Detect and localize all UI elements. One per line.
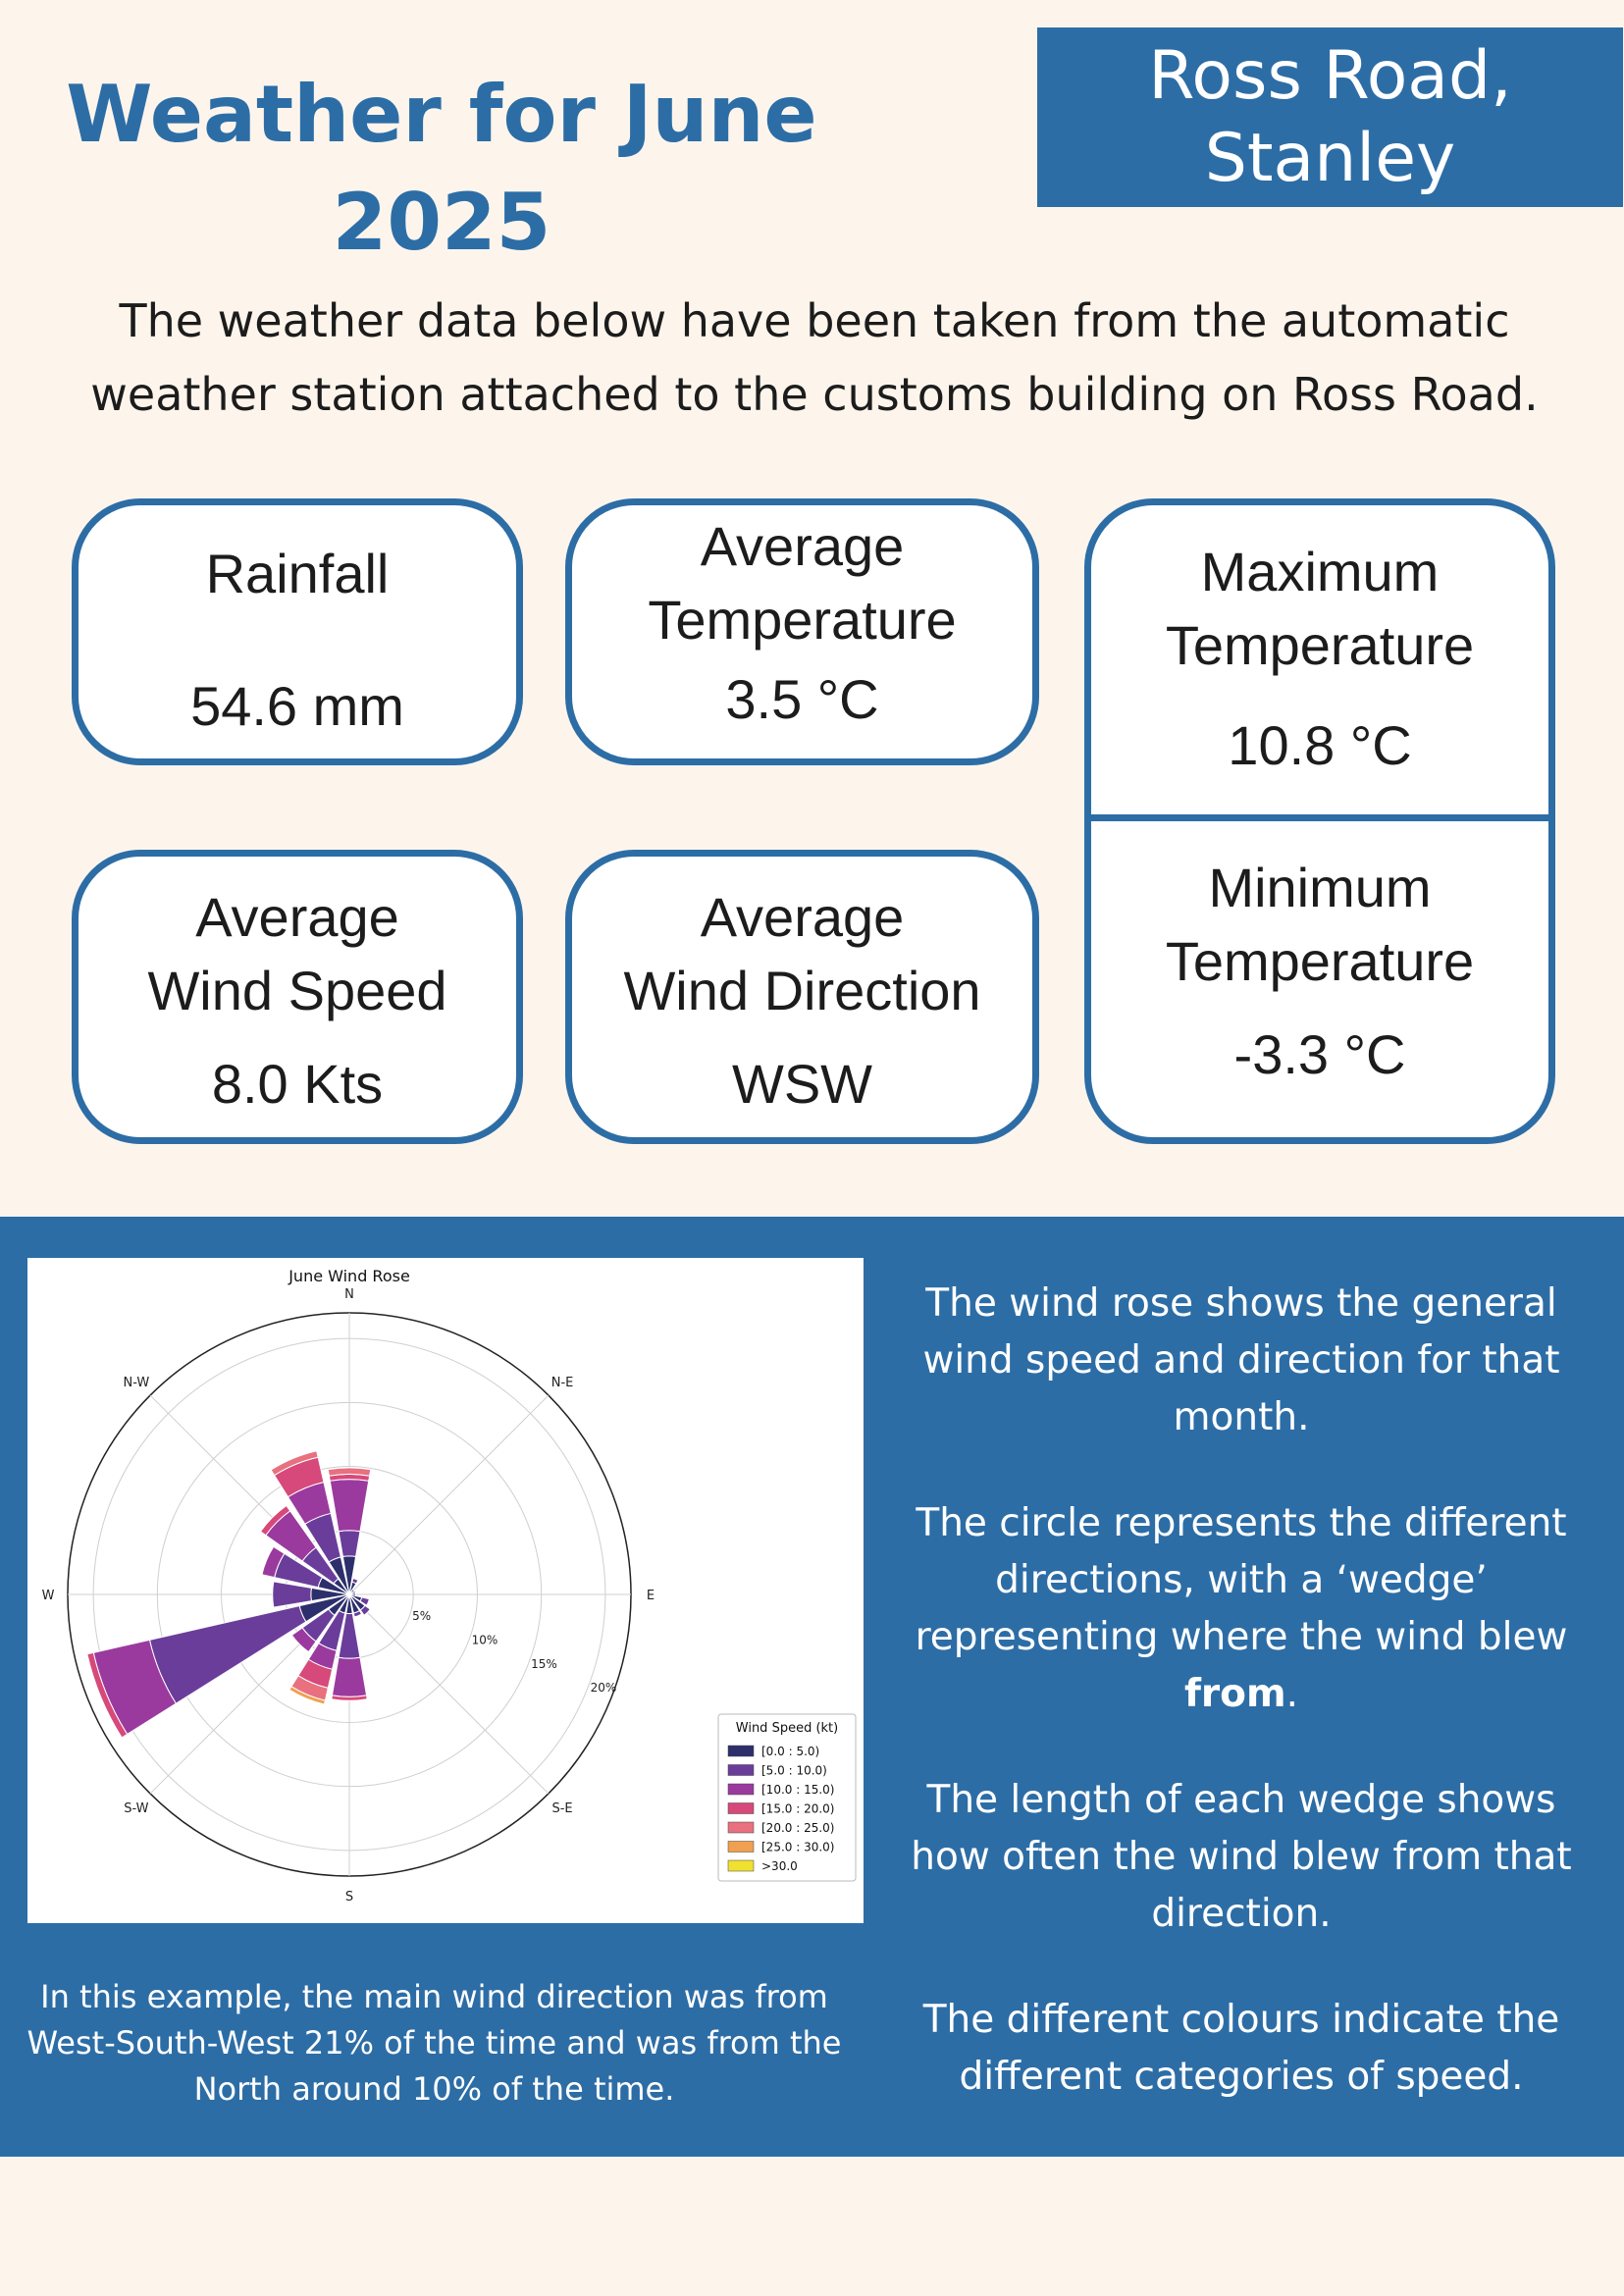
average-wind-direction-label-1: Average — [700, 886, 905, 948]
explanation-paragraph-3: The length of each wedge shows how often the wind blew from that direction. — [911, 1778, 1572, 1936]
legend-entry: [20.0 : 25.0) — [761, 1821, 835, 1835]
average-wind-speed-card — [72, 850, 523, 1144]
average-wind-direction-value: WSW — [731, 1053, 873, 1115]
legend-entry: [25.0 : 30.0) — [761, 1840, 835, 1854]
legend-entry: [15.0 : 20.0) — [761, 1801, 835, 1816]
rainfall-label: Rainfall — [205, 543, 390, 604]
average-temperature-card — [565, 498, 1039, 765]
compass-label: N-W — [123, 1375, 150, 1390]
temperature-divider — [1084, 814, 1555, 821]
compass-label: S-W — [124, 1801, 149, 1817]
legend-entry: [10.0 : 15.0) — [761, 1783, 835, 1797]
rose-segment-W — [273, 1582, 312, 1607]
rainfall-card — [72, 498, 523, 765]
legend-entry: >30.0 — [761, 1859, 798, 1873]
legend-swatch — [728, 1842, 754, 1852]
radial-tick-label: 20% — [590, 1681, 617, 1696]
compass-label: E — [646, 1589, 655, 1603]
average-wind-direction-card — [565, 850, 1039, 1144]
average-wind-speed-value: 8.0 Kts — [211, 1053, 384, 1115]
rose-spoke — [349, 1594, 549, 1794]
maximum-temperature-section — [1091, 505, 1548, 782]
temperature-extremes-card — [1084, 498, 1555, 1144]
legend-swatch — [728, 1803, 754, 1814]
rose-segment-WSW — [149, 1606, 305, 1704]
legend-swatch — [728, 1822, 754, 1833]
legend-swatch — [728, 1860, 754, 1871]
explanation-paragraph-2 — [888, 1495, 1595, 1723]
legend-swatch — [728, 1746, 754, 1756]
explanation-paragraph-4: The different colours indicate the different categories of speed. — [922, 1998, 1560, 2099]
average-temperature-label-1: Average — [700, 515, 905, 577]
rainfall-value: 54.6 mm — [190, 675, 404, 737]
location-banner — [1037, 27, 1623, 207]
location-line-1: Ross Road, — [1148, 37, 1512, 115]
legend-entry: [0.0 : 5.0) — [761, 1745, 820, 1758]
wind-rose-explanation — [888, 1276, 1595, 2155]
compass-label: S — [344, 1890, 354, 1905]
intro-text: The weather data below have been taken from the automatic weather station attached to the customs building on Ross Road. — [90, 294, 1539, 421]
average-wind-speed-label-1: Average — [195, 886, 399, 948]
explanation-p2-text: The circle represents the different directions, with a ‘wedge’ representing where the wind blew — [915, 1501, 1568, 1659]
rose-segment-S — [332, 1657, 366, 1696]
rose-segment-N — [330, 1480, 368, 1532]
legend-title: Wind Speed (kt) — [735, 1721, 839, 1736]
rose-segment-N — [339, 1531, 360, 1557]
minimum-temperature-label-1: Minimum — [1208, 857, 1432, 918]
legend-swatch — [728, 1784, 754, 1795]
average-temperature-value: 3.5 °C — [725, 668, 879, 730]
radial-tick-label: 10% — [471, 1633, 498, 1647]
minimum-temperature-label-2: Temperature — [1165, 930, 1475, 992]
radial-tick-label: 15% — [531, 1656, 557, 1671]
rose-spoke — [349, 1395, 549, 1594]
location-line-2: Stanley — [1204, 120, 1456, 197]
legend-box — [718, 1714, 856, 1881]
chart-title: June Wind Rose — [288, 1267, 410, 1285]
radial-tick-label: 5% — [412, 1608, 432, 1623]
minimum-temperature-value: -3.3 °C — [1233, 1023, 1406, 1085]
wind-rose-chart — [27, 1258, 864, 1923]
compass-label: S-E — [551, 1801, 573, 1817]
average-wind-direction-label-2: Wind Direction — [623, 960, 981, 1021]
minimum-temperature-section — [1091, 782, 1548, 1091]
legend-entry: [5.0 : 10.0) — [761, 1763, 827, 1778]
compass-label: N-E — [550, 1375, 574, 1390]
maximum-temperature-label-2: Temperature — [1165, 614, 1475, 676]
wind-rose-caption: In this example, the main wind direction was from West-South-West 21% of the time and was from the North around 10% of the time. — [26, 1978, 842, 2108]
wind-rose-panel — [27, 1258, 864, 1923]
compass-label: N — [344, 1287, 354, 1302]
maximum-temperature-label-1: Maximum — [1200, 541, 1440, 602]
explanation-p2-end: . — [1285, 1672, 1299, 1716]
maximum-temperature-value: 10.8 °C — [1228, 714, 1412, 776]
explanation-p2-bold: from — [1183, 1672, 1286, 1716]
legend-swatch — [728, 1765, 754, 1776]
average-wind-speed-label-2: Wind Speed — [147, 960, 447, 1021]
page-title: Weather for June 2025 — [66, 69, 817, 268]
explanation-paragraph-1: The wind rose shows the general wind speed and direction for that month. — [922, 1281, 1560, 1439]
compass-label: W — [41, 1589, 55, 1603]
average-temperature-label-2: Temperature — [648, 589, 957, 651]
